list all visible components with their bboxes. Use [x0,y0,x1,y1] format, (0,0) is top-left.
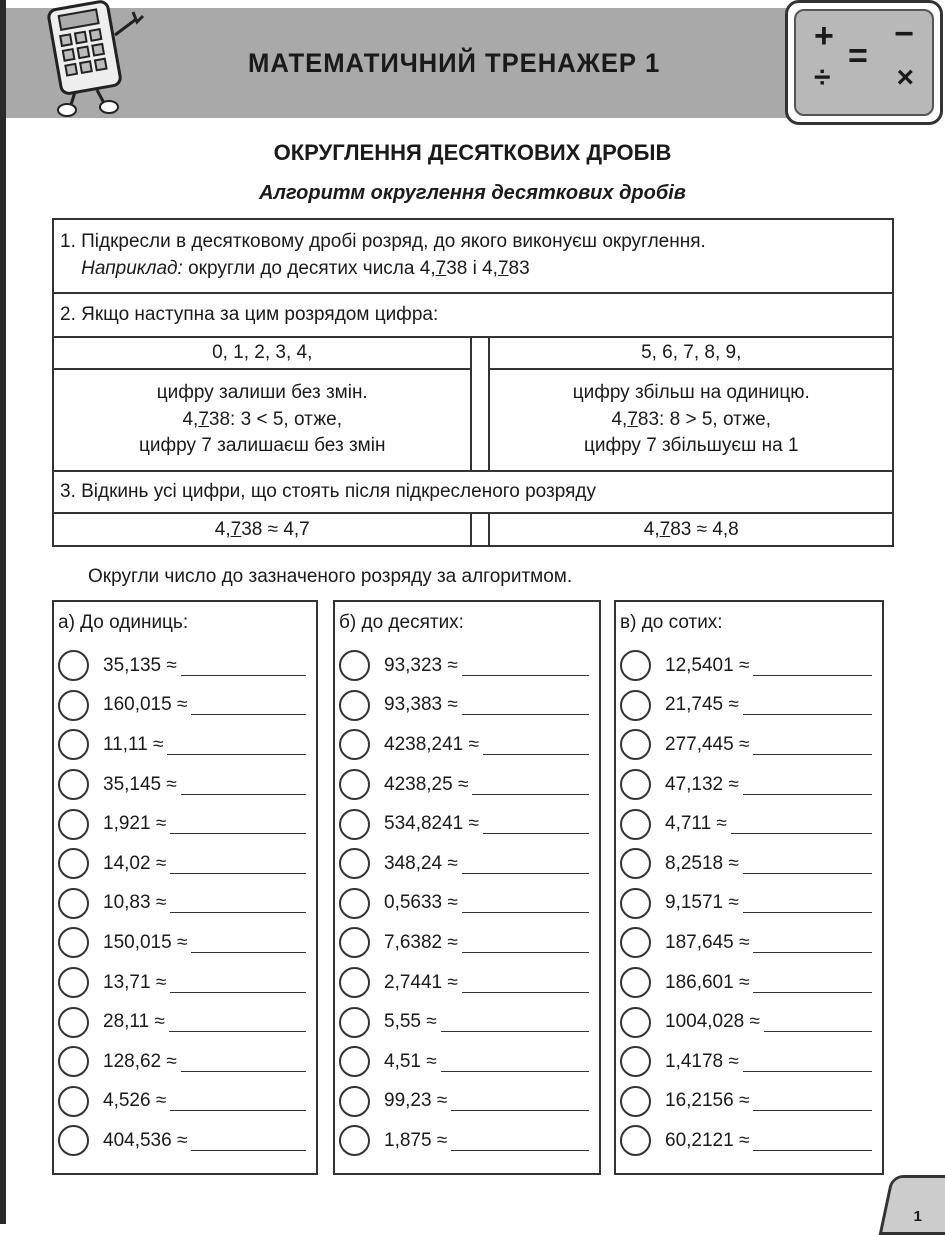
exercise-number: 14,02 ≈ [103,852,167,874]
exercise-item [620,646,878,686]
answer-line[interactable] [462,854,589,874]
rule-keep: цифру залиши без змін. 4,738: 3 < 5, отже, цифру 7 залишаєш без змін [53,369,471,471]
exercise-item [620,686,878,726]
check-circle[interactable] [339,690,370,721]
exercise-number: 60,2121 ≈ [665,1129,750,1151]
exercise-number: 35,145 ≈ [103,773,177,795]
check-circle[interactable] [620,927,651,958]
exercise-item [620,1042,878,1082]
exercise-item [620,923,878,963]
check-circle[interactable] [58,729,89,760]
check-circle[interactable] [339,1125,370,1156]
exercise-item [58,686,312,726]
check-circle[interactable] [620,888,651,919]
exercise-number: 277,445 ≈ [665,733,750,755]
answer-line[interactable] [441,1052,589,1072]
exercise-number: 8,2518 ≈ [665,852,739,874]
exercise-column-0 [52,600,318,1175]
answer-line[interactable] [170,1091,306,1111]
page-title: МАТЕМАТИЧНИЙ ТРЕНАЖЕР 1 [248,48,661,78]
exercise-number: 150,015 ≈ [103,931,188,953]
answer-line[interactable] [181,656,306,676]
exercise-number: 21,745 ≈ [665,694,739,716]
check-circle[interactable] [58,888,89,919]
check-circle[interactable] [339,650,370,681]
exercise-number: 7,6382 ≈ [384,931,458,953]
algorithm-heading: Алгоритм округлення десяткових дробів [259,182,686,204]
exercise-item [339,923,595,963]
exercise-item [339,1121,595,1161]
exercise-item [620,1121,878,1161]
exercise-item [339,1002,595,1042]
answer-line[interactable] [764,1012,872,1032]
answer-line[interactable] [743,893,872,913]
minus-icon: − [894,15,914,53]
exercise-number: 1004,028 ≈ [665,1011,760,1033]
answer-line[interactable] [441,1012,589,1032]
exercise-column-1 [333,600,601,1175]
check-circle[interactable] [58,1125,89,1156]
answer-line[interactable] [191,933,306,953]
exercise-number: 4238,25 ≈ [384,773,469,795]
exercise-number: 47,132 ≈ [665,773,739,795]
check-circle[interactable] [620,809,651,840]
exercise-item [620,1002,878,1042]
check-circle[interactable] [620,650,651,681]
exercise-item [58,1121,312,1161]
exercise-item [339,1042,595,1082]
exercise-number: 28,11 ≈ [103,1011,165,1033]
exercise-item [58,884,312,924]
answer-line[interactable] [169,1012,306,1032]
result-right: 4,783 ≈ 4,8 [489,513,893,546]
answer-line[interactable] [170,814,306,834]
exercise-number: 1,4178 ≈ [665,1050,739,1072]
exercise-number: 99,23 ≈ [384,1090,448,1112]
exercise-item [339,804,595,844]
exercise-number: 35,135 ≈ [103,654,177,676]
answer-line[interactable] [753,933,872,953]
plus-icon: + [814,17,834,55]
column-label: в) до сотих: [620,612,723,633]
exercise-item [339,844,595,884]
exercise-number: 93,383 ≈ [384,694,458,716]
exercise-item [339,963,595,1003]
exercise-item [58,804,312,844]
exercise-item [620,844,878,884]
step-3: 3. Відкинь усі цифри, що стоять після підкресленого розряду [53,471,893,513]
answer-line[interactable] [170,973,306,993]
check-circle[interactable] [58,690,89,721]
exercise-number: 534,8241 ≈ [384,813,479,835]
exercise-number: 4238,241 ≈ [384,733,479,755]
exercise-item [58,923,312,963]
check-circle[interactable] [58,967,89,998]
exercise-number: 93,323 ≈ [384,654,458,676]
exercise-column-2 [614,600,884,1175]
step-1-text: 1. Підкресли в десятковому дробі розряд, до якого виконуєш округлення. [60,231,706,253]
exercise-number: 12,5401 ≈ [665,654,750,676]
answer-line[interactable] [191,695,306,715]
column-label: б) до десятих: [339,612,464,633]
exercise-item [58,844,312,884]
exercise-item [58,765,312,805]
exercise-number: 11,11 ≈ [103,733,164,755]
exercise-item [339,884,595,924]
answer-line[interactable] [753,1091,872,1111]
answer-line[interactable] [731,814,872,834]
exercise-number: 4,711 ≈ [665,813,727,835]
exercise-item [620,963,878,1003]
check-circle[interactable] [58,1086,89,1117]
answer-line[interactable] [753,656,872,676]
exercise-number: 2,7441 ≈ [384,971,458,993]
answer-line[interactable] [181,775,306,795]
answer-line[interactable] [462,973,589,993]
check-circle[interactable] [339,1086,370,1117]
check-circle[interactable] [339,729,370,760]
step-1: 1. Підкресли в десятковому дробі розряд, до якого виконуєш округлення. Наприклад: округли до десятих числа 4,738 і 4,783 [53,219,893,293]
divide-icon: ÷ [814,61,831,94]
page-number-badge [879,1175,945,1235]
exercise-item [58,646,312,686]
exercise-item [339,725,595,765]
exercise-number: 128,62 ≈ [103,1050,177,1072]
answer-line[interactable] [472,775,589,795]
exercise-item [58,1042,312,1082]
answer-line[interactable] [743,854,872,874]
exercise-number: 9,1571 ≈ [665,892,739,914]
check-circle[interactable] [58,1007,89,1038]
exercise-item [620,1082,878,1122]
exercise-number: 1,875 ≈ [384,1129,448,1151]
answer-line[interactable] [483,735,589,755]
answer-line[interactable] [462,893,589,913]
exercise-item [58,725,312,765]
check-circle[interactable] [339,927,370,958]
exercise-number: 13,71 ≈ [103,971,167,993]
exercise-item [339,686,595,726]
check-circle[interactable] [620,1007,651,1038]
digits-high: 5, 6, 7, 8, 9, [489,337,893,369]
digits-low: 0, 1, 2, 3, 4, [53,337,471,369]
check-circle[interactable] [339,769,370,800]
check-circle[interactable] [620,1046,651,1077]
answer-line[interactable] [170,854,306,874]
check-circle[interactable] [58,769,89,800]
check-circle[interactable] [58,1046,89,1077]
multiply-icon: × [896,61,914,94]
exercise-number: 186,601 ≈ [665,971,750,993]
exercise-item [620,884,878,924]
check-circle[interactable] [620,690,651,721]
exercise-item [620,765,878,805]
exercise-number: 10,83 ≈ [103,892,167,914]
algorithm-table [52,218,894,547]
check-circle[interactable] [339,1046,370,1077]
check-circle[interactable] [620,967,651,998]
answer-line[interactable] [191,1131,306,1151]
answer-line[interactable] [451,1131,589,1151]
answer-line[interactable] [170,893,306,913]
example-text: округли до десятих числа [182,258,420,279]
example-label: Наприклад: [81,258,183,279]
page-number: 1 [913,1208,922,1225]
exercise-number: 4,51 ≈ [384,1050,437,1072]
exercise-number: 160,015 ≈ [103,694,188,716]
check-circle[interactable] [620,1086,651,1117]
exercise-item [339,765,595,805]
exercise-number: 187,645 ≈ [665,931,750,953]
answer-line[interactable] [462,933,589,953]
answer-line[interactable] [483,814,589,834]
exercise-number: 1,921 ≈ [103,813,167,835]
example-number-2: 4,783 [482,258,530,279]
exercise-instruction: Округли число до зазначеного розряду за алгоритмом. [88,566,573,587]
exercise-item [339,1082,595,1122]
check-circle[interactable] [339,848,370,879]
exercise-item [339,646,595,686]
answer-line[interactable] [181,1052,306,1072]
rule-increase: цифру збільш на одиницю. 4,783: 8 > 5, отже, цифру 7 збільшуєш на 1 [489,369,893,471]
exercise-item [58,963,312,1003]
example-number-1: 4,738 [419,258,468,279]
answer-line[interactable] [743,775,872,795]
answer-line[interactable] [753,973,872,993]
exercise-number: 404,536 ≈ [103,1129,188,1151]
answer-line[interactable] [743,695,872,715]
check-circle[interactable] [339,809,370,840]
exercise-number: 348,24 ≈ [384,852,458,874]
answer-line[interactable] [753,1131,872,1151]
equals-icon: = [848,37,868,75]
column-label: а) До одиниць: [58,612,189,633]
exercise-number: 16,2156 ≈ [665,1090,750,1112]
exercise-number: 4,526 ≈ [103,1090,167,1112]
answer-line[interactable] [462,695,589,715]
answer-line[interactable] [451,1091,589,1111]
answer-line[interactable] [167,735,306,755]
exercise-item [58,1002,312,1042]
check-circle[interactable] [620,729,651,760]
calculator-mascot-icon [45,0,160,118]
math-logo [785,0,943,125]
answer-line[interactable] [462,656,589,676]
answer-line[interactable] [743,1052,872,1072]
check-circle[interactable] [339,1007,370,1038]
check-circle[interactable] [620,1125,651,1156]
check-circle[interactable] [58,927,89,958]
check-circle[interactable] [620,848,651,879]
check-circle[interactable] [339,888,370,919]
exercise-number: 5,55 ≈ [384,1011,437,1033]
exercise-item [620,804,878,844]
check-circle[interactable] [58,848,89,879]
check-circle[interactable] [58,650,89,681]
check-circle[interactable] [58,809,89,840]
step-2: 2. Якщо наступна за цим розрядом цифра: [53,293,893,337]
exercise-item [58,1082,312,1122]
exercise-item [620,725,878,765]
result-left: 4,738 ≈ 4,7 [53,513,471,546]
topic-heading: ОКРУГЛЕННЯ ДЕСЯТКОВИХ ДРОБІВ [273,140,672,165]
check-circle[interactable] [620,769,651,800]
exercise-number: 0,5633 ≈ [384,892,458,914]
check-circle[interactable] [339,967,370,998]
answer-line[interactable] [753,735,872,755]
